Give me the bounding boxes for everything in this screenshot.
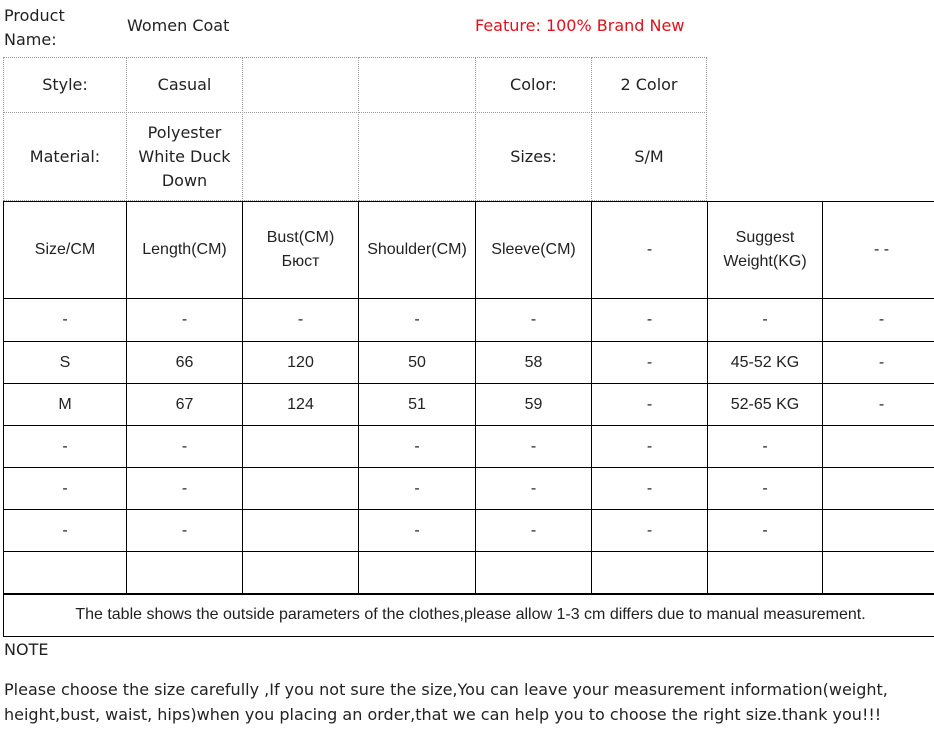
product-name-label: Product Name: <box>4 6 65 49</box>
color-label: Color: <box>475 57 592 113</box>
size-table-cell: - <box>3 298 127 342</box>
size-table-cell <box>822 509 934 552</box>
size-table-cell <box>822 551 934 595</box>
size-table-cell: - <box>475 467 592 510</box>
size-table-cell <box>126 551 243 595</box>
size-table-header-cell: Suggest Weight(KG) <box>707 201 823 299</box>
table-footnote: The table shows the outside parameters of the clothes,please allow 1-3 cm differs due to manual measurement. <box>3 593 934 637</box>
size-table-cell: 124 <box>242 383 359 426</box>
size-table-cell: - <box>126 298 243 342</box>
size-table-cell: - <box>242 298 359 342</box>
size-table-cell: 120 <box>242 341 359 384</box>
size-table-cell: - <box>591 298 708 342</box>
size-table-cell: 52-65 KG <box>707 383 823 426</box>
size-table-header-cell: - - <box>822 201 934 299</box>
info-empty-cell <box>358 112 476 201</box>
size-table-cell: - <box>822 298 934 342</box>
sizes-label: Sizes: <box>475 112 592 201</box>
size-table-header-cell: Sleeve(CM) <box>475 201 592 299</box>
size-table-cell <box>242 551 359 595</box>
size-table-cell <box>3 551 127 595</box>
material-value: Polyester White Duck Down <box>126 112 243 201</box>
size-table-cell: - <box>126 509 243 552</box>
sizes-value: S/M <box>591 112 707 201</box>
note-title: NOTE <box>4 640 49 659</box>
size-table-cell: - <box>707 509 823 552</box>
size-table-cell: - <box>591 425 708 468</box>
size-table-cell: 59 <box>475 383 592 426</box>
size-table-cell: - <box>3 425 127 468</box>
size-table-cell: 51 <box>358 383 476 426</box>
size-table-cell: - <box>591 341 708 384</box>
size-table-cell: 67 <box>126 383 243 426</box>
size-table-cell: - <box>475 509 592 552</box>
size-table-cell <box>822 425 934 468</box>
size-table-cell: - <box>358 298 476 342</box>
size-table-cell: - <box>358 467 476 510</box>
size-table-cell <box>242 509 359 552</box>
note-text: Please choose the size carefully ,If you not sure the size,You can leave your measurement information(weight, height,bust, waist, hips)when you placing an order,that we can help you to choose the right size.thank you!!! <box>4 680 888 724</box>
info-empty-cell <box>358 57 476 113</box>
size-table-header-cell: Shoulder(CM) <box>358 201 476 299</box>
size-table-cell <box>591 551 708 595</box>
size-table-cell <box>242 425 359 468</box>
product-name-value: Women Coat <box>127 16 230 35</box>
size-table-cell: - <box>707 298 823 342</box>
size-table-cell: - <box>126 425 243 468</box>
size-table-cell <box>358 551 476 595</box>
size-table-header-cell: - <box>591 201 708 299</box>
info-empty-cell <box>242 112 359 201</box>
size-table-cell: - <box>475 425 592 468</box>
size-table-cell: M <box>3 383 127 426</box>
size-table-cell: 50 <box>358 341 476 384</box>
size-table-cell <box>242 467 359 510</box>
size-table-header-cell: Size/CM <box>3 201 127 299</box>
size-table-cell <box>707 551 823 595</box>
style-label: Style: <box>3 57 127 113</box>
size-table-cell: - <box>822 341 934 384</box>
size-table-cell: - <box>822 383 934 426</box>
size-table-cell: - <box>3 509 127 552</box>
size-table-cell: 58 <box>475 341 592 384</box>
size-table-cell: - <box>358 425 476 468</box>
size-table-cell: - <box>591 509 708 552</box>
size-table-cell: - <box>3 467 127 510</box>
size-table-header-cell: Length(CM) <box>126 201 243 299</box>
color-value: 2 Color <box>591 57 707 113</box>
size-table-cell: S <box>3 341 127 384</box>
info-empty-cell <box>242 57 359 113</box>
size-table-cell: - <box>707 425 823 468</box>
size-table-cell: 45-52 KG <box>707 341 823 384</box>
size-table-cell: - <box>707 467 823 510</box>
size-table-cell <box>475 551 592 595</box>
feature-text: Feature: 100% Brand New <box>475 16 685 35</box>
size-table-cell: - <box>358 509 476 552</box>
size-table-cell <box>822 467 934 510</box>
material-label: Material: <box>3 112 127 201</box>
size-table-cell: - <box>126 467 243 510</box>
size-table-cell: 66 <box>126 341 243 384</box>
size-table-cell: - <box>591 383 708 426</box>
style-value: Casual <box>126 57 243 113</box>
size-table-cell: - <box>475 298 592 342</box>
size-table-cell: - <box>591 467 708 510</box>
size-table-header-cell: Bust(CM) Бюст <box>242 201 359 299</box>
